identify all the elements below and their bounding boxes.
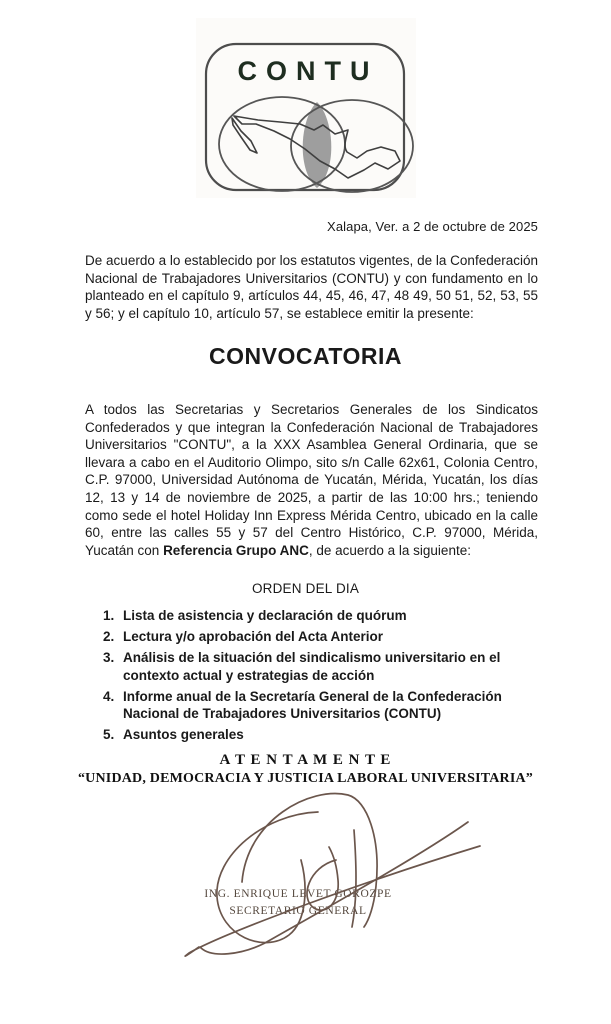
agenda-item [103,688,540,723]
agenda-item-text: Asuntos generales [123,727,244,743]
document-title: CONVOCATORIA [209,343,402,369]
body-paragraph-part2: , de acuerdo a la siguiente: [308,542,471,558]
signatory-title: SECRETARIO GENERAL [229,905,367,917]
agenda-item-text: Lectura y/o aprobación del Acta Anterior [123,628,384,644]
agenda-item-number: 5. [103,727,115,743]
agenda-item-number: 3. [103,649,115,665]
agenda-item [103,628,540,646]
reference-highlight: Referencia Grupo ANC [163,542,309,558]
agenda-item-text: Lista de asistencia y declaración de quórum [123,608,407,623]
agenda-item-number: 2. [103,628,115,644]
logo-acronym: CONTU [237,56,379,86]
agenda-item [103,726,540,744]
agenda-item [103,607,540,625]
contu-logo [196,18,416,198]
agenda-item-text: Análisis de la situación del sindicalismo universitario en el contexto actual y estrategias de acción [123,649,501,683]
salutation: A T E N T A M E N T E [219,752,392,768]
agenda-item-text: Informe anual de la Secretaría General de la Confederación Nacional de Trabajadores Universitarios (CONTU) [123,688,502,722]
agenda-item-number: 4. [103,688,115,704]
agenda-item-number: 1. [103,608,115,623]
intro-paragraph: De acuerdo a lo establecido por los estatutos vigentes, de la Confederación Nacional de Trabajadores Universitarios (CONTU) y con fundamento en lo planteado en el capítulo 9, artículos 44, 45, 46, 47, 48 49, 50 51, 52, 53, 55 y 56; y el capítulo 10, artículo 57, se establece emitir la presente: [85,253,538,321]
motto: “UNIDAD, DEMOCRACIA Y JUSTICIA LABORAL UNIVERSITARIA” [77,771,534,786]
signature-scribble-icon [168,786,490,958]
date-line: Xalapa, Ver. a 2 de octubre de 2025 [327,219,538,234]
signatory-name: ING. ENRIQUE LEVET GOROZPE [204,888,392,900]
agenda-list [103,607,540,747]
body-paragraph-part1: A todos las Secretarias y Secretarios Generales de los Sindicatos Confederados y que integran la Confederación Nacional de Trabajadores Universitarios "CONTU", a la XXX Asamblea General Ordinaria, que se llevara a cabo en el Auditorio Olimpo, sito s/n Calle 62x61, Colonia Centro, C.P. 97000, Universidad Autónoma de Yucatán, Mérida, Yucatán, los días 12, 13 y 14 de noviembre de 2025, a partir de las 10:00 hrs.; teniendo como sede el hotel Holiday Inn Express Mérida Centro, ubicado en la calle 60, entre las calles 55 y 57 del Centro Histórico, C.P. 97000, Mérida, Yucatán con [85,402,538,558]
body-paragraph [85,401,538,559]
contu-logo-graphic [196,18,416,198]
agenda-heading: ORDEN DEL DIA [251,581,360,596]
signatory-block [0,886,596,920]
agenda-item [103,649,540,684]
